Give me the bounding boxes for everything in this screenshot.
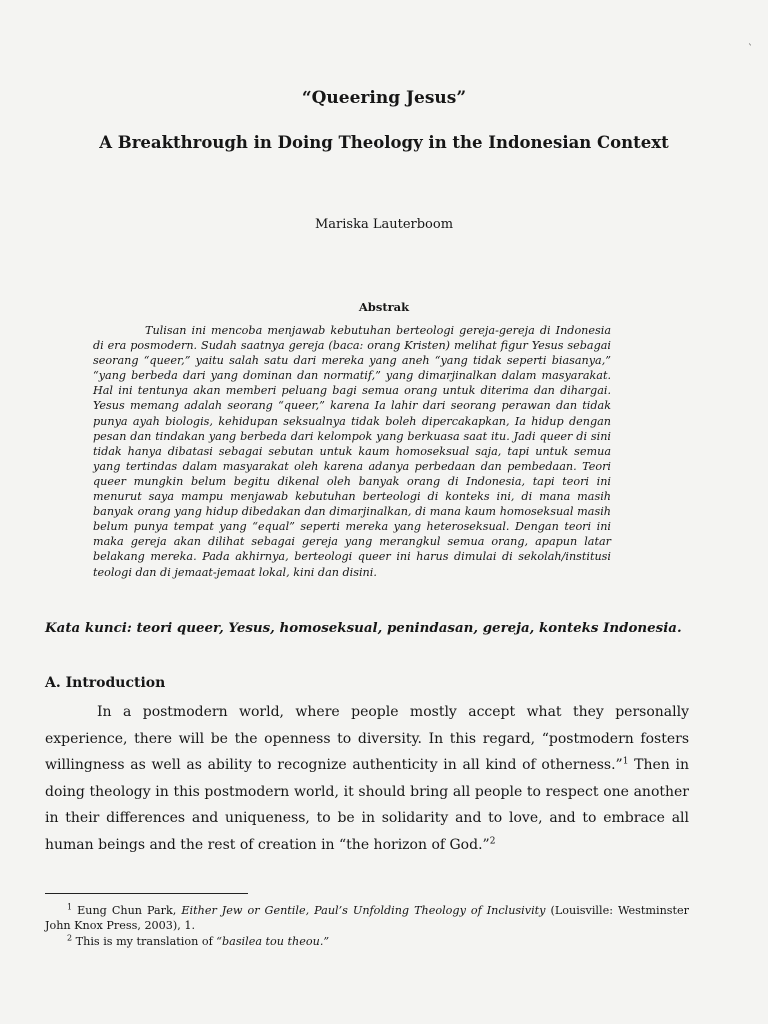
intro-text-2: Then in doing theology in this postmodern world, it should bring all people to respect one another in their differences and uniqueness, to be in solidarity and to love, and to embrace all human beings and the rest of creation in “the horizon of God.” [45, 757, 689, 853]
introduction-paragraph [45, 699, 689, 858]
keywords-text: teori queer, Yesus, homoseksual, penindasan, gereja, konteks Indonesia. [131, 620, 682, 636]
abstract-text: Tulisan ini mencoba menjawab kebutuhan berteologi gereja-gereja di Indonesia di era posmodern. Sudah saatnya gereja (baca: orang Kristen) melihat figur Yesus sebagai seorang “queer,” yaitu salah satu dari mereka yang aneh “yang tidak seperti biasanya,” “yang berbeda dari yang dominan dan normatif,” yang dimarjinalkan dalam masyarakat. Hal ini tentunya akan memberi peluang bagi semua orang untuk diterima dan dihargai. Yesus memang adalah seorang “queer,” karena Ia lahir dari seorang perawan dan tidak punya ayah biologis, kehidupan seksualnya tidak boleh dipercakapkan, Ia hidup dengan pesan dan tindakan yang berbeda dari kelompok yang berkuasa saat itu. Jadi queer di sini tidak hanya dibatasi sebagai sebutan untuk kaum homoseksual saja, tapi untuk semua yang tertindas dalam masyarakat oleh karena adanya perbedaan dan pembedaan. Teori queer mungkin belum begitu dikenal oleh banyak orang di Indonesia, tapi teori ini menurut saya mampu menjawab kebutuhan berteologi di konteks ini, di mana masih banyak orang yang hidup dibedakan dan dimarjinalkan, di mana kaum homoseksual masih belum punya tempat yang “equal” seperti mereka yang heteroseksual. Dengan teori ini maka gereja akan dilihat sebagai gereja yang merangkul semua orang, apapun latar belakang mereka. Pada akhirnya, berteologi queer ini harus dimulai di sekolah/institusi teologi dan di jemaat-jemaat lokal, kini dan disini. [93, 324, 611, 579]
keywords-label: Kata kunci: [45, 620, 132, 636]
paper-subtitle: A Breakthrough in Doing Theology in the Indonesian Context [99, 133, 669, 152]
paper-title: “Queering Jesus” [301, 88, 467, 108]
footnote-2 [45, 934, 689, 949]
footnote-2-number: 2 [67, 933, 73, 943]
footnote-ref-2: 2 [489, 835, 496, 846]
abstract-heading: Abstrak [358, 300, 410, 314]
footnote-divider [45, 893, 248, 894]
footnote-1-pre: Eung Chun Park, [72, 904, 182, 917]
footnote-1-post: (Louisville: Westminster John Knox Press, 2003), 1. [45, 904, 689, 932]
footnote-1-number: 1 [67, 902, 73, 912]
intro-text-1: In a postmodern world, where people mostly accept what they personally experience, there will be the openness to diversity. In this regard, “postmodern fosters willingness as well as ability to recognize authenticity in all kind of otherness.” [45, 704, 689, 773]
footnote-1-title: Either Jew or Gentile, Paul’s Unfolding Theology of Inclusivity [181, 904, 546, 917]
footnote-2-pre: This is my translation of [72, 935, 217, 948]
footnote-ref-1: 1 [622, 756, 629, 767]
footnote-1 [45, 903, 689, 933]
footnote-2-phrase: “basilea tou theou.” [216, 935, 330, 948]
section-heading: A. Introduction [45, 675, 166, 691]
author-name: Mariska Lauterboom [314, 217, 454, 232]
scan-mark: ` [748, 44, 753, 55]
keywords [45, 620, 705, 636]
